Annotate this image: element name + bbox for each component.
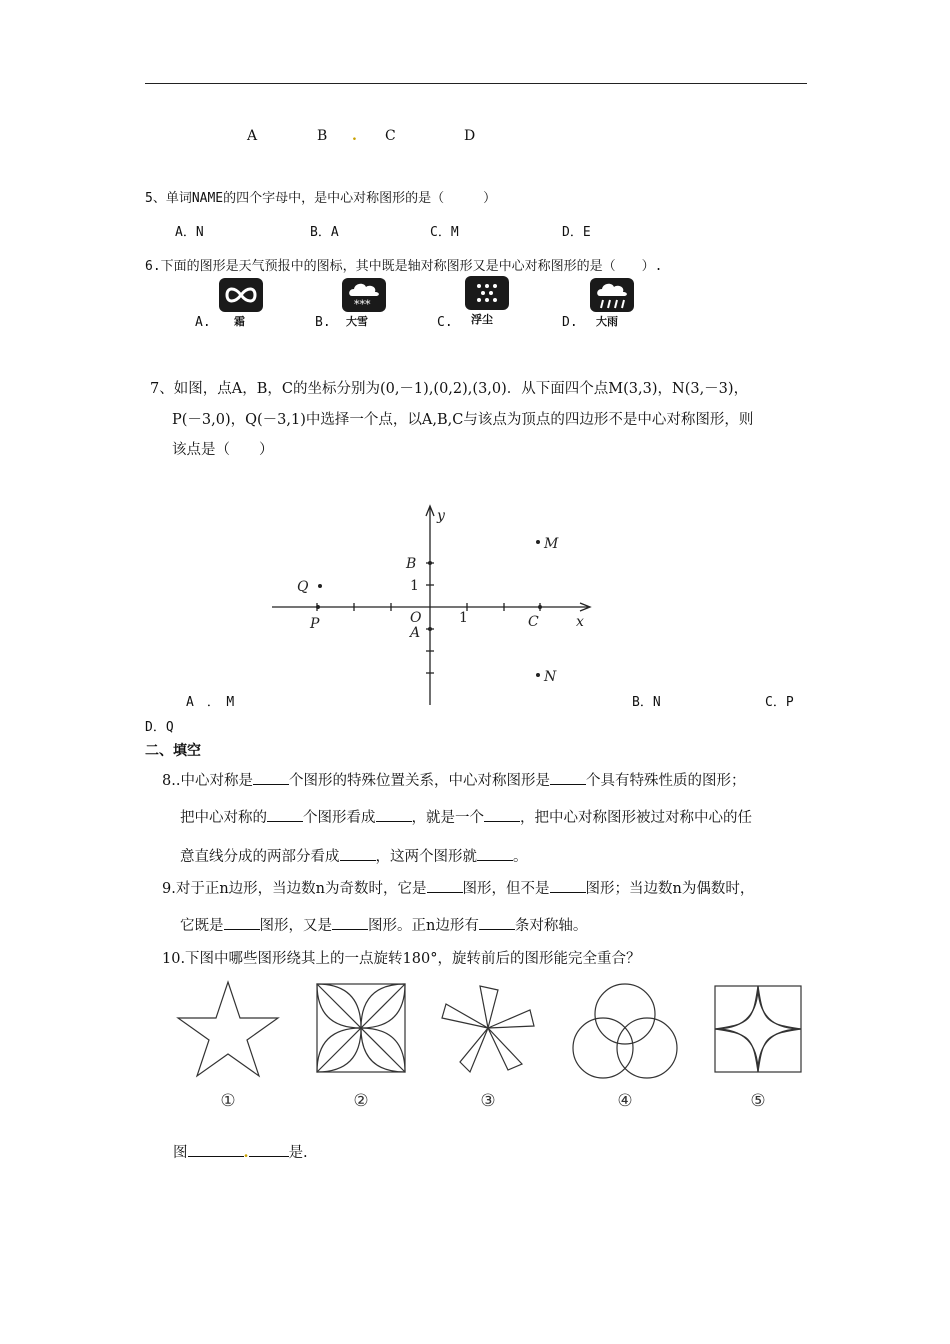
q6-text: 6.下面的图形是天气预报中的图标，其中既是轴对称图形又是中心对称图形的是（ ）. — [145, 259, 663, 274]
label-y: y — [437, 508, 445, 524]
heavy-snow-icon — [342, 278, 386, 312]
figure-label-3: ③ — [480, 1091, 496, 1111]
q10-text: 10.下图中哪些图形绕其上的一点旋转180°，旋转前后的图形能完全重合？ — [162, 951, 641, 967]
q10-figures — [170, 978, 810, 1113]
label-one-y: 1 — [410, 578, 419, 594]
label-c: C — [528, 614, 539, 630]
top-choice-d: D — [464, 128, 476, 144]
label-a: A — [410, 625, 421, 641]
blank[interactable] — [332, 917, 368, 930]
q5-option-d: D．E — [562, 225, 591, 240]
q7-line1: 7、如图，点A，B，C的坐标分别为(0,－1),(0,2),(3,0)．从下面四个点M(3,3)，N(3,－3)， — [150, 381, 749, 397]
q5-text: 5、单词NAME的四个字母中，是中心对称图形的是（ ） — [145, 191, 497, 206]
q7-line2: P(－3,0)，Q(－3,1)中选择一个点，以A,B,C与该点为顶点的四边形不是中心对称图形，则 — [172, 412, 754, 428]
square-arcs-figure — [715, 986, 801, 1072]
q8-line3: 意直线分成的两部分看成 ，这两个图形就 。 — [180, 849, 528, 865]
q5-option-a: A．N — [175, 225, 204, 240]
blank[interactable] — [267, 809, 303, 822]
q7-option-b: B．N — [632, 695, 661, 710]
figure-label-4: ④ — [617, 1091, 633, 1111]
point-a — [428, 627, 432, 631]
label-n: N — [544, 669, 557, 685]
figure-label-5: ⑤ — [750, 1091, 766, 1111]
q6-icon-label-c: 浮尘 — [471, 313, 493, 326]
label-one-x: 1 — [459, 610, 468, 626]
point-n — [536, 673, 540, 677]
label-b: B — [406, 556, 417, 572]
top-choice-a: A — [247, 128, 258, 144]
q10-answer-line: 图 . 是. — [173, 1144, 308, 1161]
blank[interactable] — [479, 917, 515, 930]
q6-icon-label-d: 大雨 — [596, 315, 618, 328]
blank[interactable] — [188, 1144, 244, 1157]
blank[interactable] — [249, 1144, 289, 1157]
blank[interactable] — [550, 772, 586, 785]
star-figure — [178, 982, 278, 1076]
blank[interactable] — [376, 809, 412, 822]
q6-option-d: D. — [562, 315, 578, 330]
coordinate-graph — [260, 500, 600, 710]
label-o: O — [410, 610, 422, 626]
top-dot: . — [352, 128, 357, 144]
q7-option-c: C．P — [765, 695, 794, 710]
label-x: x — [576, 614, 584, 630]
blank[interactable] — [427, 880, 463, 893]
q7-option-d: D．Q — [145, 720, 174, 735]
section-title-fill-in: 二、填空 — [145, 743, 201, 759]
figure-label-2: ② — [353, 1091, 369, 1111]
blank[interactable] — [253, 772, 289, 785]
blank[interactable] — [477, 848, 513, 861]
top-choice-c: C — [385, 128, 396, 144]
q7-line3: 该点是（ ） — [172, 442, 274, 458]
q6-icon-label-b: 大雪 — [346, 315, 368, 328]
q5-option-c: C．M — [430, 225, 459, 240]
pinwheel-figure — [442, 986, 534, 1072]
top-rule — [145, 83, 807, 84]
q7-option-a: A ． M — [186, 695, 235, 710]
q5-option-b: B．A — [310, 225, 339, 240]
label-p: P — [310, 616, 320, 632]
dust-icon — [465, 276, 509, 310]
square-petals-figure — [317, 984, 405, 1072]
top-choice-b: B — [317, 128, 328, 144]
point-q — [318, 584, 322, 588]
blank[interactable] — [224, 917, 260, 930]
point-b — [428, 561, 432, 565]
q9-line1: 9.对于正n边形，当边数n为奇数时，它是 图形，但不是 图形；当边数n为偶数时， — [162, 881, 755, 897]
blank[interactable] — [484, 809, 520, 822]
blank[interactable] — [550, 880, 586, 893]
q6-option-b: B. — [315, 315, 331, 330]
q9-line2: 它既是 图形，又是 图形。正n边形有 条对称轴。 — [180, 918, 588, 934]
q8-line1: 8..中心对称是 个图形的特殊位置关系，中心对称图形是 个具有特殊性质的图形； — [162, 773, 746, 789]
svg-text:***: *** — [354, 298, 371, 311]
three-circles-figure — [573, 984, 677, 1078]
q6-option-a: A. — [195, 315, 211, 330]
frost-icon — [219, 278, 263, 312]
figure-label-1: ① — [220, 1091, 236, 1111]
q8-line2: 把中心对称的 个图形看成 ，就是一个 ，把中心对称图形被过对称中心的任 — [180, 810, 752, 826]
point-c — [538, 605, 542, 609]
point-m — [536, 540, 540, 544]
label-q: Q — [297, 579, 309, 595]
q6-option-c: C. — [437, 315, 453, 330]
heavy-rain-icon — [590, 278, 634, 312]
q6-icon-label-a: 霜 — [234, 315, 245, 328]
blank[interactable] — [340, 848, 376, 861]
label-m: M — [544, 536, 559, 552]
point-p — [316, 605, 320, 609]
